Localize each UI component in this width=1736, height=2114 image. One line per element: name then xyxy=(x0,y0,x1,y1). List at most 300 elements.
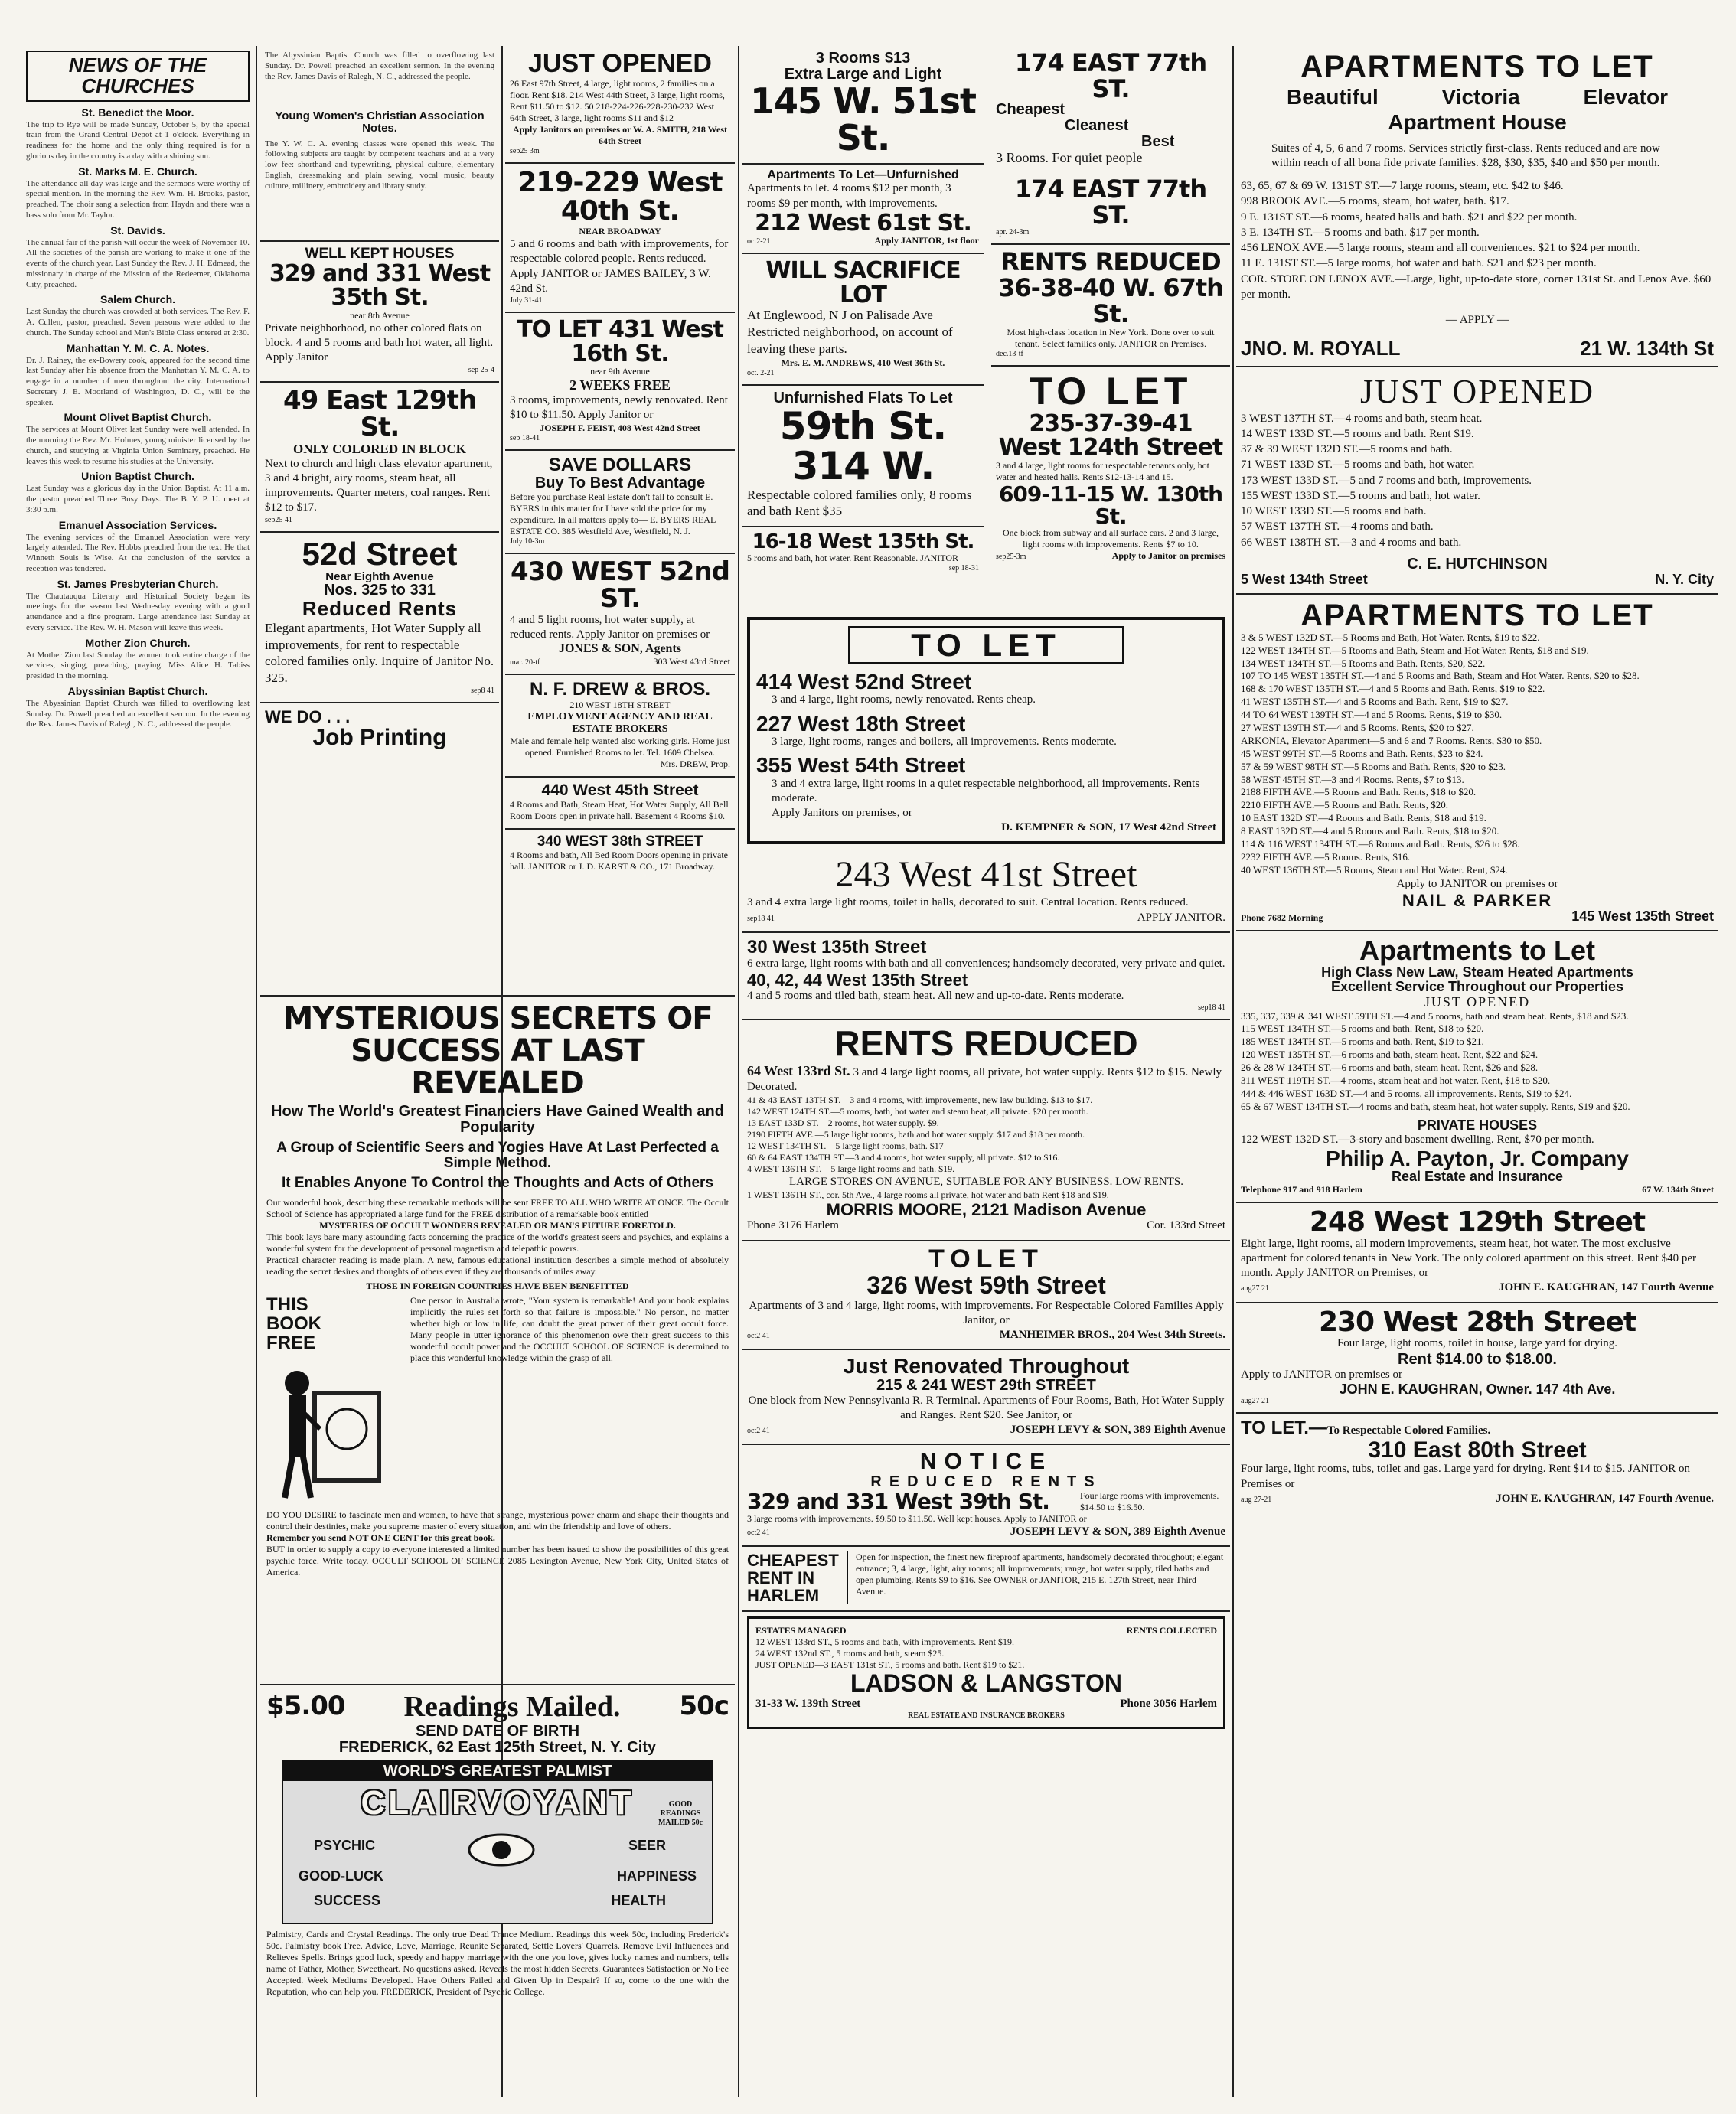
listing-text: 3 and 4 large, light rooms, newly renovated. Rents cheap. xyxy=(772,693,1036,706)
ad-text: Private neighborhood, no other colored flats on block. 4 and 5 rooms and bath hot water, all light. Apply Janitor xyxy=(265,321,494,364)
list-item: 3 E. 134TH ST.—5 rooms and bath. $17 per month. xyxy=(1241,226,1480,239)
ad-subtitle: near 9th Avenue xyxy=(590,366,650,377)
listing-address: 414 West 52nd Street xyxy=(756,670,972,694)
list-item: 57 & 59 WEST 98TH ST.—5 Rooms and Bath. Rents, $20 to $23. xyxy=(1241,760,1506,772)
church-news-column xyxy=(23,46,253,2097)
ad-address: 609-11-15 W. 130th St. xyxy=(998,481,1223,530)
apartment-listings xyxy=(1241,631,1714,877)
ad-36-40-west-67th xyxy=(991,245,1230,367)
ad-left-line: HARLEM xyxy=(747,1586,820,1606)
ad-248-west-129th xyxy=(1236,1203,1718,1303)
church-text-continued: The Abyssinian Baptist Church was filled to overflowing last Sunday. Dr. Powell preached an excellent sermon. In the evening the Rev. James Davis of Ralegh, N. C., addressed the people. xyxy=(265,51,494,81)
ad-agent: D. KEMPNER & SON, 17 West 42nd Street xyxy=(1001,821,1216,834)
rent-line: 142 WEST 124TH ST.—5 rooms, bath, hot water and steam heat, all private. $20 per month. xyxy=(747,1106,1088,1117)
list-item: 10 WEST 133D ST.—5 rooms and bath. xyxy=(1241,505,1427,518)
ad-subtitle: ONLY COLORED IN BLOCK xyxy=(293,441,466,456)
ad-mysterious-secrets xyxy=(260,995,735,1685)
ad-left-line: RENT IN xyxy=(747,1568,814,1588)
ad-agent: JOHN E. KAUGHRAN, Owner. 147 4th Ave. xyxy=(1339,1381,1616,1397)
ad-save-dollars xyxy=(505,451,735,553)
ad-cheapest-rent-harlem xyxy=(742,1547,1230,1612)
ad-title: Readings Mailed. xyxy=(403,1691,621,1723)
ad-price: 50c xyxy=(679,1691,729,1722)
church-section-heading: St. Davids. xyxy=(110,223,165,237)
ad-subtitle: REDUCED RENTS xyxy=(870,1473,1102,1490)
ad-title: JUST OPENED xyxy=(528,49,712,78)
list-item: 998 BROOK AVE.—5 rooms, steam, hot water, bath. $17. xyxy=(1241,195,1509,208)
list-item: 44 TO 64 WEST 139TH ST.—4 and 5 Rooms. Rents, $19 to $30. xyxy=(1241,709,1503,721)
ad-subhead: PRIVATE HOUSES xyxy=(1417,1117,1538,1133)
ad-code: sep18 41 xyxy=(1198,1003,1225,1013)
ad-address: TO LET 431 West 16th St. xyxy=(517,316,723,367)
ad-nail-parker xyxy=(1236,595,1718,931)
banner-right: HEALTH xyxy=(611,1893,666,1908)
ad-agent: MANHEIMER BROS., 204 West 34th Streets. xyxy=(999,1329,1225,1342)
ad-subtitle: Buy To Best Advantage xyxy=(534,474,706,491)
ad-text: 5 rooms and bath, hot water. Rent Reasonable. JANITOR xyxy=(747,553,959,564)
ad-text: 3 and 4 large, light rooms for respectable tenants only, hot water and heated halls. Rents $12-13-14 and 15. xyxy=(996,459,1209,482)
ad-314-west-59th xyxy=(742,386,984,528)
ad-title: TO LET xyxy=(1029,370,1193,413)
ad-subtitle: Elevator xyxy=(1583,85,1668,109)
list-item: 27 WEST 139TH ST.—4 and 5 Rooms. Rents, $20 to $27. xyxy=(1241,722,1474,734)
eye-icon xyxy=(467,1831,536,1869)
ad-subhead: It Enables Anyone To Control the Thoughts and Acts of Others xyxy=(281,1174,714,1191)
ad-book-title: MYSTERIES OF OCCULT WONDERS REVEALED OR MAN'S FUTURE FORETOLD. xyxy=(319,1219,676,1231)
ad-title: APARTMENTS TO LET xyxy=(1300,598,1654,632)
ad-text: Four large rooms with improvements. $14.50 to $16.50. xyxy=(1080,1489,1219,1512)
list-item: 45 WEST 99TH ST.—5 Rooms and Bath. Rents, $23 to $24. xyxy=(1241,747,1483,759)
ad-430-west-52nd xyxy=(505,554,735,676)
ad-address: 243 West 41st Street xyxy=(835,854,1137,896)
ad-text: 3 and 4 large light rooms, all private, hot water supply. Rents $12 to $15. Newly Decorated. xyxy=(747,1065,1222,1093)
ad-text: Male and female help wanted also working girls. Home just opened. Furnished Rooms to let. Tel. 1609 Chelsea. xyxy=(510,735,730,758)
ad-drew-bros xyxy=(505,675,735,777)
ad-235-west-124th xyxy=(991,367,1230,568)
ad-subtitle: near 8th Avenue xyxy=(350,309,410,321)
ad-subtitle: Extra Large and Light xyxy=(784,66,942,83)
ad-agent: Philip A. Payton, Jr. Company xyxy=(1326,1146,1629,1170)
ad-column-3 xyxy=(505,46,735,995)
ad-text: This book lays bare many astounding facts concerning the practice of the world's greatest seers and psychics, and explains a wonderful system for the development of personal magnetism and telepathic powers. xyxy=(266,1231,729,1254)
ad-code: dec.13-tf xyxy=(996,350,1023,359)
ad-column-5 xyxy=(991,46,1230,612)
ad-subtitle: High Class New Law, Steam Heated Apartments xyxy=(1321,964,1633,980)
ad-code: oct2 41 xyxy=(747,1528,770,1537)
list-item: 37 & 39 WEST 132D ST.—5 rooms and bath. xyxy=(1241,443,1453,456)
banner-right: HAPPINESS xyxy=(616,1868,697,1884)
church-section-text: The Chautauqua Literary and Historical Society began its meetings for the season last Wednesday evening with a good attendance and a fine program. Large attendance last Sunday at every service. The Rev. W. H. Mason will leave this week. xyxy=(26,591,250,632)
ad-address: 210 WEST 18TH STREET xyxy=(569,699,671,710)
ad-phone: Phone 3176 Harlem xyxy=(747,1219,839,1232)
ad-subhead: THOSE IN FOREIGN COUNTRIES HAVE BEEN BENEFITTED xyxy=(366,1280,629,1291)
ad-line: 12 WEST 133rd ST., 5 rooms and bath, with improvements. Rent $19. xyxy=(755,1636,1014,1648)
ad-329-west-35th xyxy=(260,242,499,383)
ad-agent: JOSEPH F. FEIST, 408 West 42nd Street xyxy=(540,422,700,434)
list-item: 9 E. 131ST ST.—6 rooms, heated halls and bath. $21 and $22 per month. xyxy=(1241,210,1578,223)
ad-morris-moore-rents-reduced xyxy=(742,1020,1230,1241)
ad-title: RENTS REDUCED xyxy=(1000,247,1221,277)
ad-text: Respectable colored families only, 8 rooms and bath Rent $35 xyxy=(747,487,972,519)
ad-code: sep18 41 xyxy=(747,914,775,923)
list-item: 41 WEST 135TH ST.—4 and 5 Rooms and Bath. Rent, $19 to $27. xyxy=(1241,696,1509,708)
book-illustration-icon xyxy=(266,1352,396,1506)
ad-text: One block from subway and all surface cars. 2 and 3 large, light rooms with improvements. Rents $7 to 10. xyxy=(1002,527,1219,550)
ad-apply: Apply to JANITOR on premises or xyxy=(1241,1368,1402,1381)
ad-subtitle: SEND DATE OF BIRTH xyxy=(415,1723,580,1740)
church-news-masthead: NEWS OF THE CHURCHES xyxy=(26,51,250,102)
ad-address: 310 East 80th Street xyxy=(1368,1437,1587,1463)
ad-testimonial: One person in Australia wrote, "Your system is remarkable! And your book explains implicitly the rules set forth so that failure is impossible." No person, no matter whether high or low in life, can doubt the great power of their great occult force. Many people in utter ignorance of this phenomenon owe their great success to this wonderful occult power and the OCCULT SCHOOL OF SCIENCE is determined to place this wonderful knowledge within the grasp of all. xyxy=(410,1294,729,1363)
ad-managed: ESTATES MANAGED xyxy=(755,1625,847,1636)
ad-agent-address: 145 West 135th Street xyxy=(1571,908,1714,924)
ad-text: Remember you send NOT ONE CENT for this great book. xyxy=(266,1532,495,1544)
list-item: 63, 65, 67 & 69 W. 131ST ST.—7 large rooms, steam, etc. $42 to $46. xyxy=(1241,180,1564,193)
list-item: 173 WEST 133D ST.—5 and 7 rooms and bath, improvements. xyxy=(1241,474,1532,487)
ad-text: Apartments of 3 and 4 large, light rooms, with improvements. For Respectable Colored Families Apply Janitor, or xyxy=(749,1299,1224,1327)
list-item: 115 WEST 134TH ST.—5 rooms and bath. Rent, $18 to $20. xyxy=(1241,1023,1484,1035)
ad-title: Apartments To Let—Unfurnished xyxy=(767,168,959,181)
ad-text: At Englewood, N J on Palisade Ave Restricted neighborhood, on account of leaving these parts. xyxy=(747,308,953,356)
ywca-notes xyxy=(260,46,499,242)
ad-column-4 xyxy=(742,46,984,612)
ad-phone: Telephone 917 and 918 Harlem xyxy=(1241,1184,1362,1196)
ad-text: 3 rooms, improvements, newly renovated. Rent $10 to $11.50. Apply Janitor or xyxy=(510,394,728,422)
ad-code: apr. 24-3m xyxy=(996,228,1030,237)
just-opened-listings xyxy=(1241,411,1714,550)
ad-subtitle: Excellent Service Throughout our Properties xyxy=(1330,978,1624,994)
ad-address: 64 West 133rd St. xyxy=(747,1062,850,1078)
rent-line: 2190 FIFTH AVE.—5 large light rooms, bath and hot water supply. $17 and $18 per month. xyxy=(747,1129,1085,1140)
ad-address: 230 West 28th Street xyxy=(1318,1306,1636,1338)
rent-line: 12 WEST 134TH ST.—5 large light rooms, bath. $17 xyxy=(747,1140,944,1152)
ad-title: APARTMENTS TO LET xyxy=(1300,50,1654,83)
ad-code: sep25 41 xyxy=(265,515,292,524)
ad-phone: Phone 3056 Harlem xyxy=(1120,1697,1217,1710)
free-label: THIS xyxy=(266,1294,308,1315)
church-section-text: Last Sunday was a glorious day in the Union Baptist. At 11 a.m. the pastor preached Three Busy Days. The B. Y. P. U. meet at 3:30 p.m. xyxy=(26,484,250,514)
ad-agent: JOSEPH LEVY & SON, 389 Eighth Avenue xyxy=(1010,1424,1225,1437)
ad-text: Most high-class location in New York. Done over to suit tenant. Select families only. JANITOR on Premises. xyxy=(1007,327,1215,350)
ad-text: Four large, light rooms, tubs, toilet and gas. Large yard for drying. Rent $14 to $15. JANITOR on Premises or xyxy=(1241,1463,1691,1490)
ad-title: N. F. DREW & BROS. xyxy=(529,679,710,700)
ad-apply: Apply Janitors on premises, or xyxy=(772,807,912,820)
ad-address: 36-38-40 W. 67th St. xyxy=(998,272,1223,328)
ad-address: 326 West 59th Street xyxy=(866,1271,1106,1300)
ad-rooms: 3 Rooms $13 xyxy=(815,50,911,67)
ad-title: Apartments to Let xyxy=(1359,934,1596,966)
ad-212-west-61st xyxy=(742,165,984,255)
ad-victoria-apartments xyxy=(1236,46,1718,367)
ad-text: 3 large rooms with improvements. $9.50 to $11.50. Well kept houses. Apply to JANITOR or xyxy=(747,1512,1087,1524)
ad-address: 174 EAST 77th ST. xyxy=(1014,48,1207,103)
ad-subtitle: JUST OPENED xyxy=(1424,993,1531,1010)
ad-code: aug27 21 xyxy=(1241,1396,1269,1405)
ad-agent: JNO. M. ROYALL xyxy=(1241,337,1401,360)
ad-code: July 10-3m xyxy=(510,537,545,546)
ad-address: 59th St. 314 W. xyxy=(779,403,947,489)
ad-431-west-16th xyxy=(505,313,735,451)
list-item: 185 WEST 134TH ST.—5 rooms and bath. Rent, $19 to $21. xyxy=(1241,1036,1484,1048)
ad-340-west-38th xyxy=(505,830,735,879)
apartment-listings xyxy=(1241,178,1714,302)
ad-cheapest: Cheapest xyxy=(996,101,1065,119)
ad-lead: TO LET.— xyxy=(1241,1417,1327,1438)
wide-middle-section xyxy=(742,612,1230,2097)
ad-145-west-51st xyxy=(742,46,984,165)
ad-payton-company xyxy=(1236,931,1718,1203)
church-section-heading: St. Benedict the Moor. xyxy=(81,106,194,119)
ad-code: aug27 21 xyxy=(1241,1284,1269,1294)
ad-phone: Phone 7682 Morning xyxy=(1241,912,1323,923)
list-item: 2188 FIFTH AVE.—5 Rooms and Bath. Rents, $18 to $20. xyxy=(1241,786,1477,798)
list-item: 120 WEST 135TH ST.—6 rooms and bath, steam heat. Rent, $22 and $24. xyxy=(1241,1049,1539,1061)
list-item: 58 WEST 45TH ST.—3 and 4 Rooms. Rents, $7 to $13. xyxy=(1241,773,1464,785)
ad-text: 3 and 4 extra large light rooms, toilet in halls, decorated to suit. Central location. Rents reduced. xyxy=(747,896,1189,909)
ad-title: NOTICE xyxy=(919,1449,1053,1475)
ad-agent: APPLY JANITOR. xyxy=(1137,911,1225,924)
ad-text: Palmistry, Cards and Crystal Readings. The only true Dead Trance Medium. Readings this week 50c, including Frederick's 50c. Palmistry book Free. Advice, Love, Marriage, Reunite Separated, Settle Lovers' Quarrels. Remove Evil Influences and Relieves Spells. Brings good luck, speedy and happy marriage with the one you love, gives lucky names and numbers, tells name of Father, Mother, Sweetheart. No questions asked. Reveals the most hidden Secrets. Guarantees Satisfaction or No Fee Accepted. Week Mediums Developed. Have Others Failed and Given Up in Despair? If so, come to the one with the Reputation, who can help you. FREDERICK, President of Psychic College. xyxy=(266,1929,729,1997)
ad-agent: JONES & SON, Agents xyxy=(558,642,682,656)
ad-agent: Apply to Janitor on premises xyxy=(1111,550,1225,562)
ad-subtitle: NEAR BROADWAY xyxy=(579,226,661,237)
ad-agent-address: 5 West 134th Street xyxy=(1241,571,1368,587)
ad-text: Practical character reading is made plain. A new, famous educational institution describes a simple method of absolutely reading the secret desires and thoughts of others even if they are thousands of miles away. xyxy=(266,1254,729,1277)
ad-243-west-41st xyxy=(742,849,1230,932)
church-section-heading: St. James Presbyterian Church. xyxy=(57,577,219,590)
ad-address: 430 WEST 52nd ST. xyxy=(511,556,729,615)
list-item: 8 EAST 132D ST.—4 and 5 Rooms and Bath. Rents, $18 to $20. xyxy=(1241,825,1499,837)
ad-ladson-langston xyxy=(747,1616,1225,1729)
ad-title: 52d Street xyxy=(302,535,458,572)
ad-text: Open for inspection, the finest new fireproof apartments, handsomely decorated throughout; elegant entrance; 3, 4 large, light, airy rooms; all improvements; range, hot water supply, tiled baths and open plumbing. Rents $9 to $16. See OWNER or JANITOR, 215 E. 127th Street, near Third Avenue. xyxy=(856,1551,1224,1597)
payton-listings xyxy=(1241,1010,1714,1114)
list-item: 456 LENOX AVE.—5 large rooms, steam and all conveniences. $21 to $24 per month. xyxy=(1241,242,1640,255)
ywca-title: Young Women's Christian Association Notes. xyxy=(275,109,485,135)
ad-agent: Mrs. DREW, Prop. xyxy=(660,758,730,769)
list-item: 2232 FIFTH AVE.—5 Rooms. Rents, $16. xyxy=(1241,850,1411,863)
ad-code: sep 25-4 xyxy=(468,365,494,374)
ad-headline: 2 WEEKS FREE xyxy=(569,377,671,393)
ad-16-18-west-135th xyxy=(742,527,984,579)
church-section-text: The evening services of the Emanuel Association were very largely attended. The Rev. Hobbs preached from the text He that Winneth Souls is Wise. At the conclusion of the service a reception was tendered. xyxy=(26,532,250,573)
ad-collected: RENTS COLLECTED xyxy=(1126,1625,1217,1636)
ad-code: sep 18-41 xyxy=(510,434,540,443)
ad-address: 145 W. 51st St. xyxy=(750,80,976,159)
banner-right: SEER xyxy=(628,1838,666,1853)
banner-top: WORLD'S GREATEST PALMIST xyxy=(283,1762,712,1781)
ad-address: 248 West 129th Street xyxy=(1309,1206,1646,1238)
ad-corner: Cor. 133rd Street xyxy=(1147,1219,1225,1232)
ad-address: 440 West 45th Street xyxy=(541,781,699,799)
ad-left-line: CHEAPEST xyxy=(747,1551,839,1571)
list-item: 2210 FIFTH AVE.—5 Rooms and Bath. Rents, $20. xyxy=(1241,799,1448,811)
ad-text: Next to church and high class elevator apartment, 3 and 4 bright, airy rooms, steam heat, all improvements. Quarter meters, coal ranges. Rent $12 to $17. xyxy=(265,457,493,514)
ad-agent: NAIL & PARKER xyxy=(1402,890,1553,910)
ad-49-east-129th xyxy=(260,383,499,533)
ad-address: 215 & 241 WEST 29th STREET xyxy=(876,1376,1096,1394)
ad-text: Apartments to let. 4 rooms $12 per month, 3 rooms $9 per month, with improvements. xyxy=(747,182,951,210)
ad-text: Before you purchase Real Estate don't fail to consult E. BYERS in this matter for I have sold the price for my expenditure. In all matters apply to— E. BYERS REAL ESTATE CO. 385 Westfield Ave, Westfield, N. J. xyxy=(510,491,716,537)
list-item: 14 WEST 133D ST.—5 rooms and bath. Rent $19. xyxy=(1241,427,1474,440)
list-item: 134 WEST 134TH ST.—5 Rooms and Bath. Rents, $20, $22. xyxy=(1241,657,1486,669)
ad-headline: Reduced Rents xyxy=(302,597,458,621)
ad-title: SAVE DOLLARS xyxy=(548,455,692,476)
ad-agent: JOHN E. KAUGHRAN, 147 Fourth Avenue xyxy=(1499,1281,1714,1294)
column-rule xyxy=(738,46,739,2097)
church-section-text: The trip to Rye will be made Sunday, October 5, by the special train from the Grand Central Depot at 1 o'clock. Everything in readiness for the home and the only thing required is for a glorious day in the country is a day with a shining sun. xyxy=(26,119,250,161)
ad-address: 219-229 West 40th St. xyxy=(517,166,723,227)
list-item: 26 & 28 W 134TH ST.—6 rooms and bath, steam heat. Rent, $26 and $28. xyxy=(1241,1062,1539,1074)
list-item: 3 WEST 137TH ST.—4 rooms and bath, steam heat. xyxy=(1241,412,1483,425)
ad-headline: SUCCESS AT LAST REVEALED xyxy=(351,1033,644,1101)
church-section-text: The annual fair of the parish will occur the week of November 10. All the societies of the parish are working to make it one of the events of the church year. Last Sunday the Rev. J. H. Edmead, the missionary in charge of the Mission of the Redeemer, Oklahoma City, preached. xyxy=(26,237,250,289)
ad-title: JUST OPENED xyxy=(1359,372,1594,410)
ad-line: 24 WEST 132nd ST., 5 rooms and bath, steam $25. xyxy=(755,1648,945,1659)
ad-text: Suites of 4, 5, 6 and 7 rooms. Services strictly first-class. Rents reduced and are now within reach of all bona fide private families. $28, $30, $35, $40 and $50 per month. xyxy=(1271,142,1660,169)
ad-cleanest: Cleanest xyxy=(1065,117,1129,135)
ad-text: 1 WEST 136TH ST., cor. 5th Ave., 4 large rooms all private, hot water and bath Rent $18 and $19. xyxy=(747,1189,1109,1201)
list-item: 3 & 5 WEST 132D ST.—5 Rooms and Bath, Hot Water. Rents, $19 to $22. xyxy=(1241,631,1540,643)
church-section-text: Dr. J. Rainey, the ex-Bowery cook, appeared for the second time last Sunday after his absence from the Manhattan Y. M. C. A. to engage in a number of men throughout the city. International Secretary J. E. Moorland of Washington, D. C., will be the speaker. xyxy=(26,355,250,407)
ad-address: 31-33 W. 139th Street xyxy=(755,1697,861,1710)
ad-code: oct. 2-21 xyxy=(747,368,775,377)
list-item: 57 WEST 137TH ST.—4 rooms and bath. xyxy=(1241,520,1434,533)
ad-text: DO YOU DESIRE to fascinate men and women, to have that strange, mysterious power charm and shape their thoughts and control their destinies, make you supreme master of every situation, and win the friendship and love of others. xyxy=(266,1509,729,1532)
ad-text: One block from New Pennsylvania R. R Terminal. Apartments of Four Rooms, Bath, Hot Water Supply and Ranges. Rent $20. See Janitor, or xyxy=(748,1394,1225,1421)
ad-code: oct2-21 xyxy=(747,237,771,246)
ad-text: 3 Rooms. For quiet people xyxy=(996,150,1143,166)
listing-text: 3 and 4 extra large, light rooms in a quiet respectable neighborhood, all improvements. Rents moderate. xyxy=(772,777,1200,804)
ad-subhead: A Group of Scientific Seers and Yogies Have At Last Perfected a Simple Method. xyxy=(276,1140,719,1171)
ad-text: 4 Rooms and bath, All Bed Room Doors opening in private hall. JANITOR or J. D. KARST & CO., 171 Broadway. xyxy=(510,849,728,872)
list-item: 155 WEST 133D ST.—5 rooms and bath, hot water. xyxy=(1241,489,1480,502)
ad-title: Just Renovated Throughout xyxy=(843,1354,1130,1378)
banner-left: GOOD-LUCK xyxy=(299,1868,383,1884)
ad-agent: JOSEPH LEVY & SON, 389 Eighth Avenue xyxy=(1010,1525,1225,1538)
church-section-heading: Mother Zion Church. xyxy=(85,636,191,649)
job-printing-title: Job Printing xyxy=(312,724,447,750)
ad-text: Our wonderful book, describing these remarkable methods will be sent FREE TO ALL WHO WRITE AT ONCE. The Occult School of Science has appropriated a large fund for the FREE distribution of a remarkable book entitled xyxy=(266,1196,729,1219)
ad-column-2 xyxy=(260,46,499,995)
ad-footer: REAL ESTATE AND INSURANCE BROKERS xyxy=(908,1711,1065,1721)
ad-text: 5 and 6 rooms and bath with improvements, for respectable colored people. Rents reduced. Apply JANITOR or JAMES BAILEY, 3 W. 42nd St. xyxy=(510,238,729,295)
ad-subtitle: EMPLOYMENT AGENCY AND REAL ESTATE BROKERS xyxy=(527,710,713,735)
ad-stores: LARGE STORES ON AVENUE, SUITABLE FOR ANY BUSINESS. LOW RENTS. xyxy=(789,1176,1183,1189)
ad-subtitle: Near Eighth Avenue xyxy=(325,569,434,583)
ad-address: 174 EAST 77th ST. xyxy=(1014,175,1207,230)
rent-listings xyxy=(747,1095,1225,1175)
church-section-heading: Manhattan Y. M. C. A. Notes. xyxy=(66,341,210,354)
rent-line: 13 EAST 133D ST.—2 rooms, hot water supply. $9. xyxy=(747,1117,939,1129)
ad-174-east-77th xyxy=(991,46,1230,245)
newspaper-page xyxy=(23,46,1718,2097)
ad-310-east-80th xyxy=(1236,1414,1718,1512)
list-item: 66 WEST 138TH ST.—3 and 4 rooms and bath. xyxy=(1241,536,1462,549)
ad-230-west-28th xyxy=(1236,1303,1718,1414)
ad-apply: — APPLY — xyxy=(1445,314,1509,327)
ad-code: aug 27-21 xyxy=(1241,1495,1272,1504)
church-section-heading: St. Marks M. E. Church. xyxy=(78,165,197,178)
ad-agent: LADSON & LANGSTON xyxy=(850,1669,1122,1698)
list-item: ARKONIA, Elevator Apartment—5 and 6 and 7 Rooms. Rents, $30 to $50. xyxy=(1241,734,1542,746)
ad-code: sep25-3m xyxy=(996,553,1026,562)
church-section-text: The services at Mount Olivet last Sunday were well attended. In the morning the Rev. Mr. Holmes, young minister licensed by the church, and studying at Virginia Union Seminary, preached. He leaves this week to resume his studies at the University. xyxy=(26,425,250,466)
list-item: 311 WEST 119TH ST.—4 rooms, steam heat and hot water. Rent, $18 to $20. xyxy=(1241,1075,1551,1087)
ad-address: 329 and 331 West 35th St. xyxy=(269,259,491,312)
ad-subtitle: Apartment House xyxy=(1388,110,1567,135)
ad-column-6 xyxy=(1236,46,1718,2097)
ad-west-135th xyxy=(742,933,1230,1021)
ad-text: 6 extra large, light rooms with bath and all conveniences; handsomely decorated, very private and quiet. xyxy=(747,957,1225,970)
banner-main: CLAIRVOYANT xyxy=(361,1784,635,1822)
ad-sacrifice-lot xyxy=(742,254,984,385)
ad-text: Eight large, light rooms, all modern improvements, steam heat, hot water. The most exclusive apartment for colored tenants in New York. The only colored apartment on this street. Rent $40 per month. Apply JANITOR on Premises, or xyxy=(1241,1237,1696,1280)
ad-address: 16-18 West 135th St. xyxy=(752,530,974,554)
list-item: 10 EAST 132D ST.—4 Rooms and Bath. Rents, $18 and $19. xyxy=(1241,812,1486,824)
ad-agent: C. E. HUTCHINSON xyxy=(1407,555,1548,573)
ad-title: WILL SACRIFICE LOT xyxy=(765,257,961,308)
church-section-heading: Salem Church. xyxy=(100,293,176,306)
column-rule xyxy=(1232,46,1234,2097)
ad-219-229-west-40th xyxy=(505,164,735,313)
ad-west-29th xyxy=(742,1350,1230,1445)
ad-hutchinson-just-opened xyxy=(1236,367,1718,595)
ad-city: N. Y. City xyxy=(1655,571,1714,587)
list-item: 122 WEST 134TH ST.—5 Rooms and Bath, Steam and Hot Water. Rents, $18 and $19. xyxy=(1241,644,1589,656)
ad-agent: Apply JANITOR, 1st floor xyxy=(874,235,979,246)
list-item: 11 E. 131ST ST.—5 large rooms, hot water and bath. $21 and $23 per month. xyxy=(1241,257,1597,270)
ad-readings-mailed xyxy=(260,1684,735,2099)
ad-address: 30 West 135th Street xyxy=(747,936,927,957)
list-item: 107 TO 145 WEST 135TH ST.—4 and 5 Rooms and Bath, Steam and Hot Water. Rents, $20 to $28. xyxy=(1241,670,1640,682)
ad-agent: Apply Janitors on premises or W. A. SMITH, 218 West 64th Street xyxy=(512,123,728,146)
ad-agent-address: 67 W. 134th Street xyxy=(1642,1184,1714,1196)
ad-text: Elegant apartments, Hot Water Supply all improvements, for rent to respectable colored families only. Inquire of Janitor No. 325. xyxy=(265,620,494,686)
free-label: FREE xyxy=(266,1333,316,1354)
list-item: 71 WEST 133D ST.—5 rooms and bath, hot water. xyxy=(1241,458,1475,471)
job-printing-ad xyxy=(260,703,499,756)
church-section-text: At Mother Zion last Sunday the women took entire charge of the services, singing, preaching, praying. Miss Alice H. Tabiss presided in the morning. xyxy=(26,650,250,681)
job-printing-lead: WE DO . . . xyxy=(265,706,351,726)
ad-price: $5.00 xyxy=(266,1691,345,1722)
ad-address: 340 WEST 38th STREET xyxy=(537,833,703,850)
ad-address: 212 West 61st St. xyxy=(755,209,971,237)
ad-address: 235-37-39-41 West 124th Street xyxy=(998,409,1223,462)
ad-52d-street xyxy=(260,533,499,703)
ad-code: sep25 3m xyxy=(510,146,540,155)
rent-line: 41 & 43 EAST 13TH ST.—3 and 4 rooms, with improvements, new law building. $13 to $17. xyxy=(747,1095,1093,1106)
ad-text: 4 and 5 rooms and tiled bath, steam heat. All new and up-to-date. Rents moderate. xyxy=(747,990,1124,1003)
list-item: COR. STORE ON LENOX AVE.—Large, light, up-to-date store, corner 131st St. and Lenox Ave. $60 per month. xyxy=(1241,272,1712,301)
ad-agent: MORRIS MOORE, 2121 Madison Avenue xyxy=(826,1200,1147,1220)
column-rule xyxy=(256,46,257,2097)
list-item: 335, 337, 339 & 341 WEST 59TH ST.—4 and 5 rooms, bath and steam heat. Rents, $18 and $23. xyxy=(1241,1010,1629,1022)
church-sections xyxy=(23,106,253,731)
ad-kempner-to-let xyxy=(747,617,1225,844)
ad-text: Four large, light rooms, toilet in house, large yard for drying. xyxy=(1336,1337,1618,1350)
ad-address: 329 and 331 West 39th St. xyxy=(747,1489,1049,1515)
church-section-text: Last Sunday the church was crowded at both services. The Rev. F. A. Cullen, pastor, preached. Seven persons were added to the church. The Sunday school and Men's Bible Class entered at 2:30. xyxy=(26,307,250,338)
church-section-heading: Abyssinian Baptist Church. xyxy=(67,684,208,697)
ad-code: July 31-41 xyxy=(510,296,543,305)
list-item: 168 & 170 WEST 135TH ST.—4 and 5 Rooms and Bath. Rents, $19 to $22. xyxy=(1241,683,1545,695)
list-item: 444 & 446 WEST 163D ST.—4 and 5 rooms, all improvements. Rents, $19 to $24. xyxy=(1241,1087,1572,1099)
ad-apply: Apply to JANITOR on premises or xyxy=(1396,877,1558,890)
ad-title: WELL KEPT HOUSES xyxy=(305,246,455,262)
list-item: 65 & 67 WEST 134TH ST.—4 rooms and bath, steam heat, hot water supply. Rents, $19 and $20. xyxy=(1241,1100,1630,1112)
listing-address: 355 West 54th Street xyxy=(756,753,966,778)
